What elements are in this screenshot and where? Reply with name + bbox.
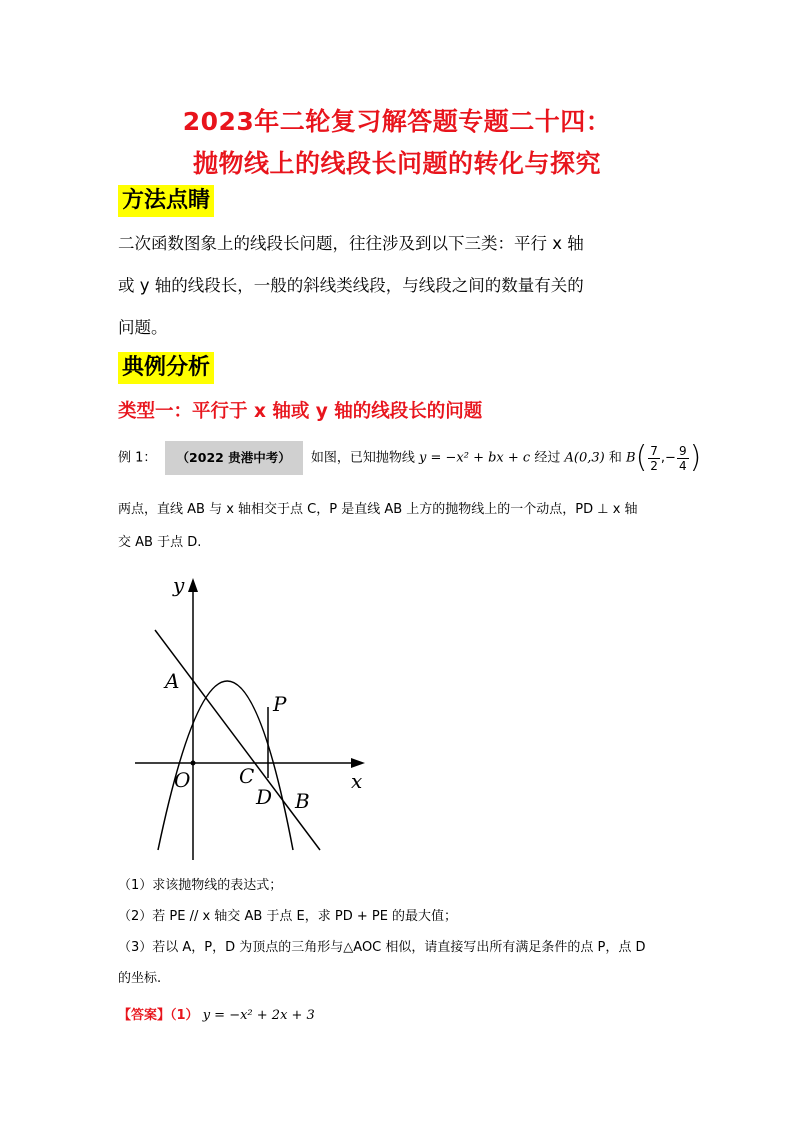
- paren-left: (: [635, 440, 648, 475]
- origin-dot: [191, 761, 196, 766]
- method-line-2: 或 y 轴的线段长，一般的斜线类线段，与线段之间的数量有关的: [118, 276, 584, 295]
- example1-line3: 交 AB 于点 D.: [118, 535, 202, 550]
- example-intro: 如图，已知抛物线: [310, 450, 415, 466]
- example-label: 例 1：: [118, 450, 157, 466]
- label-c: C: [239, 764, 255, 788]
- source-badge: （2022 贵港中考）: [165, 441, 303, 475]
- point-a: A(0,3): [564, 450, 605, 466]
- fraction-y-den: 4: [678, 458, 687, 473]
- label-x: x: [351, 769, 363, 793]
- label-b: B: [295, 789, 310, 813]
- answer-tag: 【答案】: [118, 1008, 171, 1023]
- fraction-x-num: 7: [650, 443, 658, 458]
- answer-part: （1）: [170, 1008, 199, 1023]
- title-line-2: 抛物线上的线段长问题的转化与探究: [192, 149, 601, 178]
- example1-line2: 两点，直线 AB 与 x 轴相交于点 C，P 是直线 AB 上方的抛物线上的一个动点，PD ⊥ x 轴: [118, 502, 638, 517]
- fraction-x-den: 2: [650, 458, 658, 473]
- coord-comma: ,−: [660, 450, 676, 466]
- method-heading: 方法点睛: [118, 185, 214, 217]
- example-pass: 经过: [534, 450, 561, 466]
- fraction-y: [677, 444, 689, 473]
- answer-formula: y = −x² + 2x + 3: [202, 1008, 315, 1023]
- question-3: （3）若以 A，P，D 为顶点的三角形与△AOC 相似，请直接写出所有满足条件的点 P，点 D: [118, 940, 646, 955]
- fraction-y-num: 9: [678, 443, 687, 458]
- question-1: （1）求该抛物线的表达式；: [118, 878, 283, 893]
- examples-heading: 典例分析: [118, 352, 214, 384]
- label-d: D: [256, 785, 273, 809]
- example-and: 和: [608, 450, 622, 466]
- fraction-x: [648, 444, 660, 473]
- point-b-prefix: B: [626, 450, 636, 466]
- answer-line: [118, 1004, 315, 1023]
- method-line-3: 问题。: [118, 318, 168, 337]
- y-axis-arrow: [188, 578, 198, 592]
- parabola-equation: y = −x² + bx + c: [419, 450, 531, 466]
- label-y: y: [173, 573, 185, 597]
- line-ab: [155, 630, 320, 850]
- type1-heading: 类型一：平行于 x 轴或 y 轴的线段长的问题: [118, 401, 483, 422]
- x-axis-arrow: [351, 758, 365, 768]
- method-line-1: 二次函数图象上的线段长问题，往往涉及到以下三类：平行 x 轴: [118, 234, 584, 253]
- question-2: （2）若 PE // x 轴交 AB 于点 E，求 PD + PE 的最大值；: [118, 909, 458, 924]
- title-line-1: 2023年二轮复习解答题专题二十四：: [182, 107, 612, 136]
- example1-line1: [118, 438, 701, 478]
- label-a: A: [165, 669, 180, 693]
- question-3-cont: 的坐标.: [118, 971, 162, 986]
- label-p: P: [273, 692, 287, 716]
- parabola-figure: [125, 570, 385, 870]
- paren-right: ): [689, 440, 702, 475]
- label-o: O: [174, 768, 191, 792]
